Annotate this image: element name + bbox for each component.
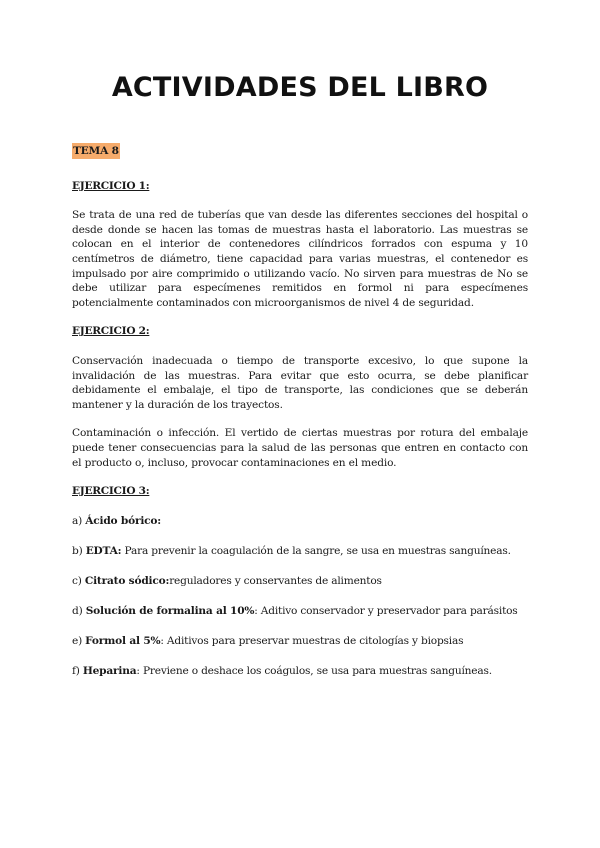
item-term: EDTA:: [85, 544, 122, 557]
list-item-heparina: [72, 664, 528, 679]
ejercicio-2-paragraph-1: Conservación inadecuada o tiempo de transporte excesivo, lo que supone la invalidación de las muestras. Para evitar que esto ocurra, se debe planificar debidamente el embalaje, el tipo de transporte, las condiciones que se deberán mantener y la duración de los trayectos.: [72, 354, 528, 411]
item-description: : Aditivo conservador y preservador para parásitos: [254, 604, 518, 617]
document-body: [72, 143, 528, 679]
ejercicio-3-heading: EJERCICIO 3:: [72, 485, 150, 498]
list-item-edta: [72, 544, 528, 559]
ejercicio-1-text: Se trata de una red de tuberías que van desde las diferentes secciones del hospital o desde donde se hacen las tomas de muestras hasta el laboratorio. Las muestras se colocan en el interior de contenedores cilíndricos forrados con espuma y 10 centímetros de diámetro, tiene capacidad para varias muestras, el contenedor es impulsado por aire comprimido o utilizando vacío. No sirven para muestras de No se debe utilizar para especímenes remitidos en formol ni para especímenes potencialmente contaminados con microorganismos de nivel 4 de seguridad.: [72, 209, 528, 309]
ejercicio-2-heading: EJERCICIO 2:: [72, 325, 150, 338]
item-term: Formol al 5%: [85, 635, 161, 648]
item-prefix: b): [72, 544, 86, 557]
list-item-formol: [72, 634, 528, 649]
ejercicio-1-heading: EJERCICIO 1:: [72, 179, 150, 192]
list-item-acido-borico: [72, 514, 528, 529]
item-prefix: f): [72, 665, 83, 678]
list-item-citrato-sodico: [72, 574, 528, 589]
item-prefix: d): [72, 604, 86, 617]
list-item-formalina: [72, 604, 528, 619]
item-term: Ácido bórico:: [85, 514, 161, 527]
item-description: : Previene o deshace los coágulos, se usa para muestras sanguíneas.: [136, 665, 492, 678]
item-prefix: e): [72, 635, 86, 648]
document-title: ACTIVIDADES DEL LIBRO: [111, 72, 489, 103]
item-description: Para prevenir la coagulación de la sangre, se usa en muestras sanguíneas.: [121, 544, 511, 557]
item-description: reguladores y conservantes de alimentos: [169, 574, 382, 587]
ejercicio-2-paragraph-2: Contaminación o infección. El vertido de ciertas muestras por rotura del embalaje puede tener consecuencias para la salud de las personas que entren en contacto con el producto o, incluso, provocar contaminaciones en el medio.: [72, 427, 528, 469]
item-prefix: c): [72, 574, 85, 587]
item-term: Citrato sódico:: [84, 574, 170, 587]
item-term: Heparina: [82, 665, 137, 678]
item-term: Solución de formalina al 10%: [85, 604, 255, 617]
item-prefix: a): [72, 514, 86, 527]
tema-label: TEMA 8: [73, 145, 119, 157]
item-description: : Aditivos para preservar muestras de citologías y biopsias: [160, 635, 464, 648]
